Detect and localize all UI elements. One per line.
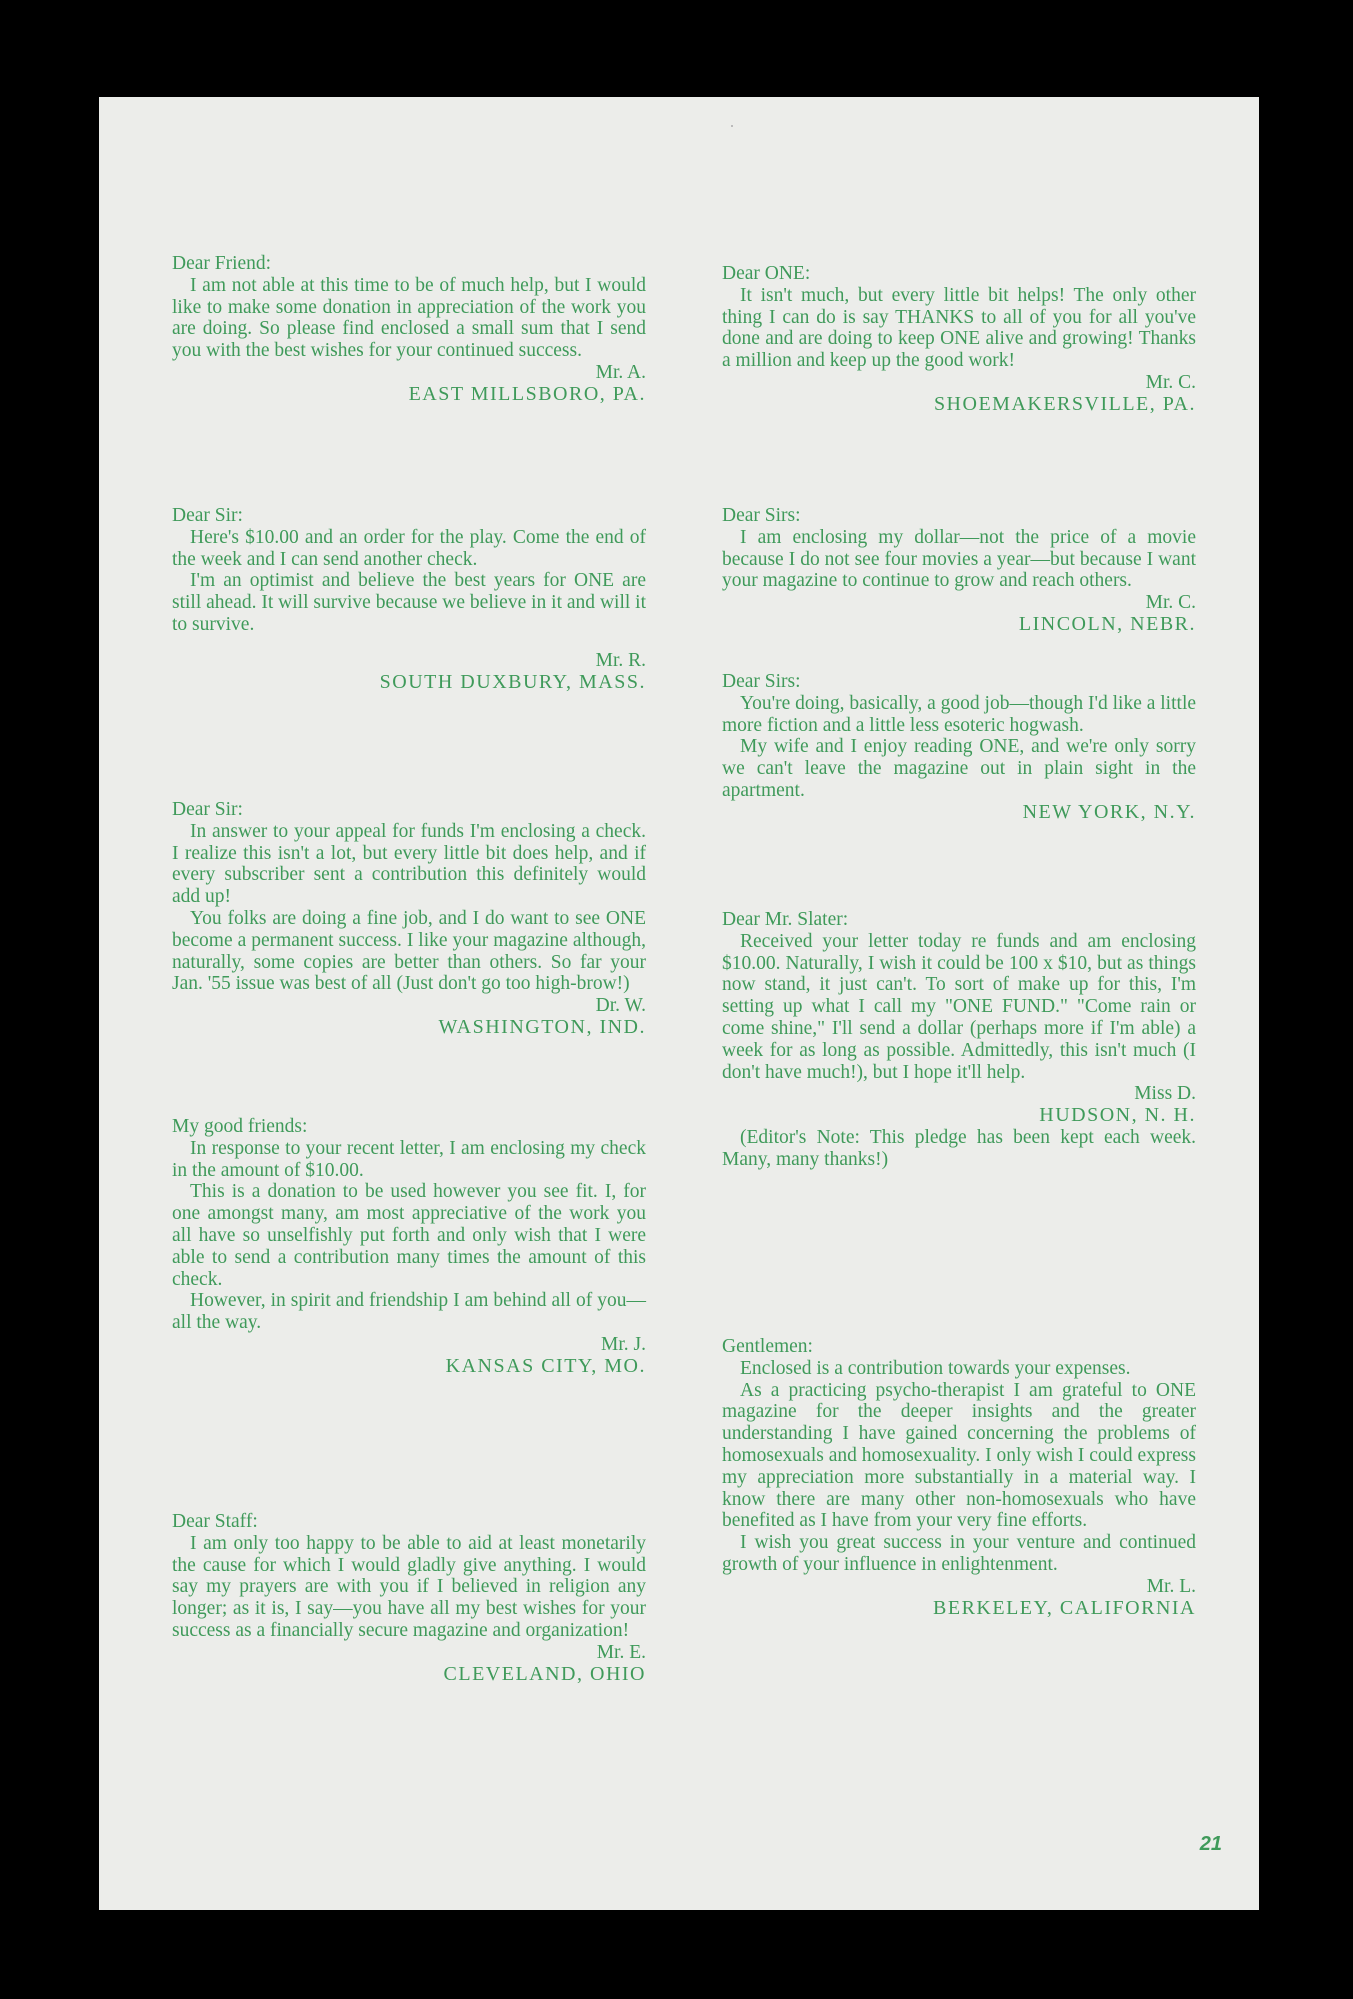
letter-place: NEW YORK, N.Y. [1022, 800, 1196, 823]
letter-paragraph: As a practicing psycho-therapist I am grateful to ONE magazine for the deeper insights and the greater understanding I have gained concerning the problems of homosexuals and homosexuality. I only wish I could express my appreciation more substantially in a material way. I know there are many other non-homosexuals who have benefited as I have from your very fine efforts. [722, 1379, 1196, 1532]
letter-paragraph: I'm an optimist and believe the best years for ONE are still ahead. It will survive because we believe in it and will it to survive. [172, 570, 646, 635]
page-number: 21 [1199, 1833, 1222, 1855]
letter-salutation: Dear Mr. Slater: [722, 909, 849, 930]
letter-salutation: Dear Sir: [172, 505, 243, 526]
letter-paragraph: I am not able at this time to be of much help, but I would like to make some donation in appreciation of the work you are doing. So please find enclosed a small sum that I send you with the best wishes for your continued success. [172, 274, 646, 362]
letter-place: BERKELEY, CALIFORNIA [933, 1596, 1196, 1619]
letter [172, 1511, 646, 1685]
letter-salutation: Dear ONE: [722, 263, 811, 284]
letter-place: SHOEMAKERSVILLE, PA. [933, 392, 1196, 415]
letter [172, 505, 646, 693]
letter-place: SOUTH DUXBURY, MASS. [379, 670, 646, 693]
letter-signer: Mr. C. [1145, 371, 1196, 393]
print-speck [731, 125, 733, 127]
letter-paragraph: In response to your recent letter, I am enclosing my check in the amount of $10.00. [172, 1137, 646, 1181]
letter-paragraph: I am only too happy to be able to aid at least monetarily the cause for which I would gladly give anything. I would say my prayers are with you if I believed in religion any longer; as it is, I say—you have all my best wishes for your success as a financially secure magazine and organization! [172, 1532, 646, 1641]
letter [172, 1116, 646, 1378]
letter-paragraph: My wife and I enjoy reading ONE, and we're only sorry we can't leave the magazine out in plain sight in the apartment. [722, 736, 1196, 801]
letter [172, 799, 646, 1039]
letter-paragraph: However, in spirit and friendship I am behind all of you—all the way. [172, 1290, 646, 1334]
letter-place: HUDSON, N. H. [1039, 1104, 1196, 1127]
letter [722, 909, 1196, 1171]
letter-paragraph: I am enclosing my dollar—not the price of a movie because I do not see four movies a year—but because I want your magazine to continue to grow and reach others. [722, 526, 1196, 592]
letter-signer: Miss D. [1134, 1083, 1196, 1105]
letter-signer: Mr. E. [596, 1641, 646, 1663]
letter-signer: Mr. A. [595, 361, 646, 383]
letter-salutation: My good friends: [172, 1116, 308, 1137]
letter-paragraph: It isn't much, but every little bit helps! The only other thing I can do is say THANKS to all of you for all you've done and are doing to keep ONE alive and growing! Thanks a million and keep up the good work! [722, 284, 1196, 372]
letter-place: KANSAS CITY, MO. [445, 1354, 646, 1377]
letter-paragraph: Here's $10.00 and an order for the play. Come the end of the week and I can send another check. [172, 526, 646, 570]
letter-paragraph: This is a donation to be used however you see fit. I, for one amongst many, am most appreciative of the work you all have so unselfishly put forth and only wish that I were able to send a contribution many times the amount of this check. [172, 1181, 646, 1290]
letter-salutation: Dear Staff: [172, 1511, 258, 1532]
letter-salutation: Dear Friend: [172, 253, 272, 274]
letter-signer: Dr. W. [595, 995, 646, 1017]
letter-paragraph: You folks are doing a fine job, and I do want to see ONE become a permanent success. I like your magazine although, naturally, some copies are better than others. So far your Jan. '55 issue was best of all (Just don't go too high-brow!) [172, 907, 646, 995]
letter-salutation: Dear Sir: [172, 799, 243, 820]
letter-paragraph: Enclosed is a contribution towards your expenses. [740, 1357, 1131, 1379]
letter-signer: Mr. J. [601, 1333, 646, 1355]
letter [172, 253, 646, 406]
letter-signer: Mr. C. [1145, 592, 1196, 614]
letter-signer: Mr. R. [595, 649, 646, 671]
letter-place: EAST MILLSBORO, PA. [408, 382, 646, 405]
letter [722, 671, 1196, 824]
letter-paragraph: In answer to your appeal for funds I'm enclosing a check. I realize this isn't a lot, but every little bit does help, and if every subscriber sent a contribution this definitely would add up! [172, 820, 646, 908]
letter-place: WASHINGTON, IND. [438, 1015, 646, 1038]
letter-place: LINCOLN, NEBR. [1018, 612, 1196, 635]
letter-signer: Mr. L. [1146, 1575, 1196, 1597]
letter-paragraph: I wish you great success in your venture and continued growth of your influence in enlightenment. [722, 1532, 1196, 1575]
letter-paragraph: Received your letter today re funds and am enclosing $10.00. Naturally, I wish it could be 100 x $10, but as things now stand, it just can't. To sort of make up for this, I'm setting up what I call my "ONE FUND." "Come rain or come shine," I'll send a dollar (perhaps more if I'm able) a week for as long as possible. Admittedly, this isn't much (I don't have much!), but I hope it'll help. [722, 930, 1196, 1083]
letter-place: CLEVELAND, OHIO [443, 1662, 646, 1685]
letter-salutation: Gentlemen: [722, 1336, 813, 1357]
letter [722, 505, 1196, 636]
letter-paragraph: You're doing, basically, a good job—though I'd like a little more fiction and a little less esoteric hogwash. [722, 692, 1197, 736]
letter [722, 1336, 1196, 1619]
editors-note: (Editor's Note: This pledge has been kept each week. Many, many thanks!) [722, 1126, 1196, 1170]
magazine-page [99, 97, 1259, 1910]
letter-salutation: Dear Sirs: [722, 505, 801, 526]
letter-salutation: Dear Sirs: [722, 671, 801, 692]
letter [722, 263, 1196, 416]
